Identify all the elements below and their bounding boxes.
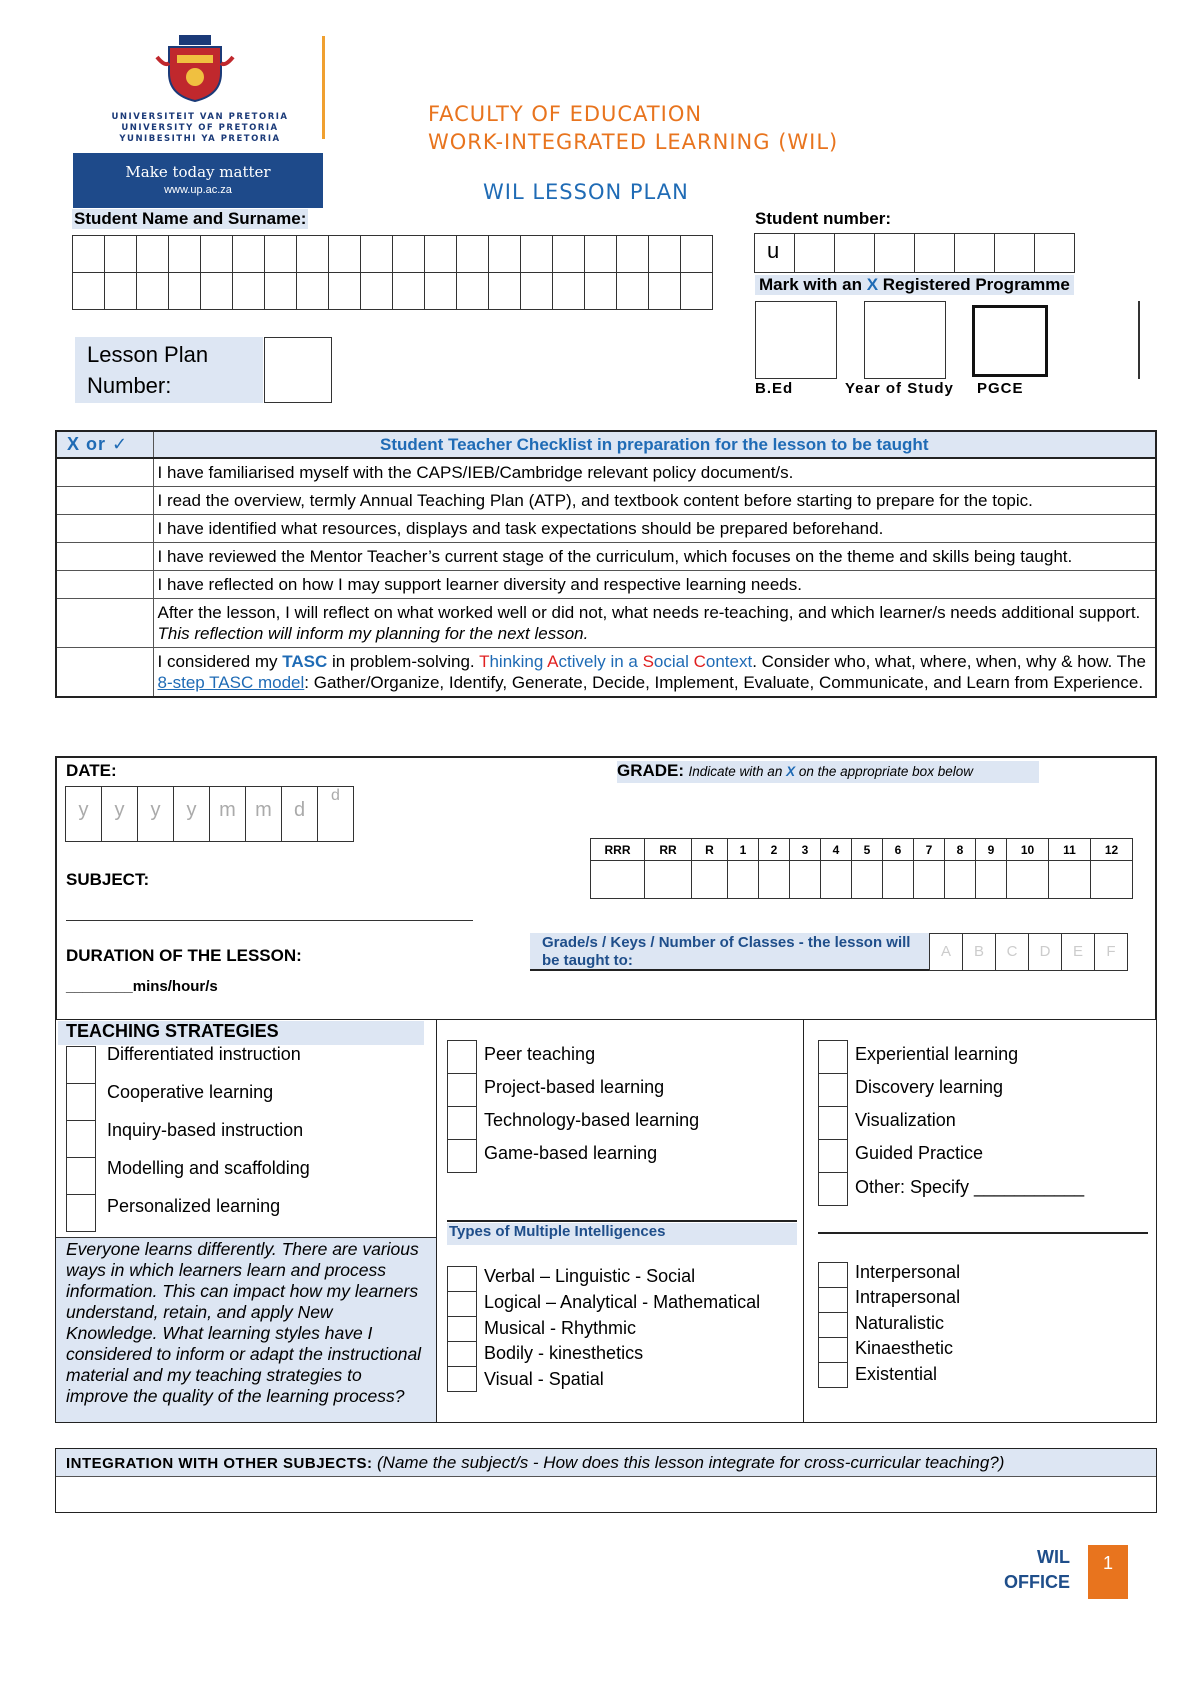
grade-checkbox[interactable]: [1049, 861, 1091, 899]
strategy-checkbox[interactable]: [66, 1157, 96, 1195]
mi-checkbox[interactable]: [818, 1312, 848, 1338]
grade-checkbox[interactable]: [852, 861, 883, 899]
date-cell[interactable]: y: [101, 786, 138, 842]
wil-office-line2: OFFICE: [1004, 1572, 1070, 1592]
header-divider: [322, 36, 325, 139]
grade-checkbox[interactable]: [945, 861, 976, 899]
date-cell[interactable]: m: [245, 786, 282, 842]
duration-units: mins/hour/s: [132, 978, 218, 995]
strategy-checkbox[interactable]: [447, 1040, 477, 1074]
year-of-study-checkbox[interactable]: [864, 301, 946, 379]
grade-checkbox[interactable]: [914, 861, 945, 899]
faculty-heading: [428, 100, 838, 156]
strategy-label: Inquiry-based instruction: [107, 1120, 304, 1140]
grade-hint-post: on the appropriate box below: [795, 764, 973, 779]
date-cell[interactable]: d: [281, 786, 318, 842]
grade-header-cell: 1: [728, 839, 759, 861]
class-key-cell[interactable]: B: [962, 933, 996, 971]
checklist-row: [56, 515, 1156, 543]
university-names: [105, 112, 295, 145]
strategy-label: Modelling and scaffolding: [107, 1158, 310, 1178]
strategy-label: Guided Practice: [855, 1143, 984, 1163]
grade-checkbox[interactable]: [790, 861, 821, 899]
tasc-ontext: ontext: [705, 652, 753, 671]
mi-label: Visual - Spatial: [484, 1369, 604, 1389]
strategy-checkbox[interactable]: [818, 1172, 848, 1206]
programme-label-post: Registered Programme: [878, 275, 1070, 294]
strategy-checkbox[interactable]: [66, 1046, 96, 1084]
date-cell[interactable]: y: [173, 786, 210, 842]
strategy-label: Experiential learning: [855, 1044, 1019, 1064]
grade-checkbox[interactable]: [728, 861, 759, 899]
column-divider: [803, 1019, 804, 1423]
class-keys-cells[interactable]: [930, 933, 1128, 971]
checklist-table: [55, 430, 1157, 698]
mi-label: Naturalistic: [855, 1313, 945, 1333]
student-name-grid-row-2[interactable]: [73, 272, 713, 310]
programme-label-x: X: [866, 275, 879, 294]
grade-hint-pre: Indicate with an: [688, 764, 787, 779]
checklist-row: [56, 487, 1156, 515]
bed-checkbox[interactable]: [755, 301, 837, 379]
mi-checkbox[interactable]: [447, 1366, 477, 1392]
checklist-row: [56, 648, 1156, 698]
mi-label: Logical – Analytical - Mathematical: [484, 1292, 761, 1312]
strategy-label: Visualization: [855, 1110, 956, 1130]
mi-checkbox[interactable]: [447, 1266, 477, 1292]
grade-checkbox[interactable]: [976, 861, 1007, 899]
student-number-label: Student number:: [755, 209, 891, 228]
duration-blank: ________: [66, 978, 133, 995]
date-input-cells[interactable]: [66, 786, 354, 842]
date-cell[interactable]: d: [317, 786, 354, 842]
strategy-checkbox[interactable]: [66, 1194, 96, 1232]
checklist-tick-cell[interactable]: [56, 543, 153, 571]
university-name-af: UNIVERSITEIT VAN PRETORIA: [111, 112, 289, 122]
programme-label-pre: Mark with an: [759, 275, 867, 294]
tasc-ocial: ocial: [653, 652, 694, 671]
mi-checkbox[interactable]: [447, 1316, 477, 1342]
university-name-en: UNIVERSITY OF PRETORIA: [121, 123, 279, 133]
grade-checkbox[interactable]: [821, 861, 852, 899]
checklist-tick-cell[interactable]: [56, 487, 153, 515]
grade-checkbox[interactable]: [645, 861, 692, 899]
programme-label: [755, 275, 1074, 295]
pgce-label: PGCE: [977, 380, 1024, 397]
strategy-label: Technology-based learning: [484, 1110, 700, 1130]
grade-header-cell: 7: [914, 839, 945, 861]
lesson-plan-number-label: Lesson Plan Number:: [75, 337, 263, 403]
mi-checkbox[interactable]: [818, 1362, 848, 1388]
checklist-title: Student Teacher Checklist in preparation for the lesson to be taught: [153, 431, 1156, 458]
strategy-label: Discovery learning: [855, 1077, 1004, 1097]
document-title: WIL LESSON PLAN: [483, 180, 689, 204]
student-number-grid[interactable]: [755, 233, 1075, 273]
tasc-acronym: TASC: [282, 652, 328, 671]
mi-label: Existential: [855, 1364, 938, 1384]
integration-header: [56, 1449, 1156, 1477]
grade-header-cell: 8: [945, 839, 976, 861]
checklist-tick-cell[interactable]: [56, 458, 153, 487]
tasc-t: T: [479, 652, 490, 671]
duration-label: DURATION OF THE LESSON:: [66, 946, 302, 965]
tasc-hinking: hinking: [489, 652, 548, 671]
tasc-post: . Consider who, what, where, when, why & how. The: [752, 652, 1146, 671]
class-key-cell[interactable]: E: [1061, 933, 1095, 971]
checklist-row: [56, 458, 1156, 487]
tasc-mid: in problem-solving.: [327, 652, 480, 671]
grade-checkbox[interactable]: [1007, 861, 1049, 899]
duration-field[interactable]: [66, 978, 218, 995]
checklist-tick-cell[interactable]: [56, 599, 153, 648]
university-name-ns: YUNIBESITHI YA PRETORIA: [119, 134, 281, 144]
grade-header: [617, 761, 1039, 783]
checklist-tick-cell[interactable]: [56, 648, 153, 698]
checklist-item: I have familiarised myself with the CAPS/IEB/Cambridge relevant policy document/s.: [153, 458, 1156, 487]
checklist-item-reflect: [153, 599, 1156, 648]
checklist-item: I have reviewed the Mentor Teacher’s current stage of the curriculum, which focuses on the theme and skills being taught.: [153, 543, 1156, 571]
reflect-italic: This reflection will inform my planning for the next lesson.: [157, 624, 589, 643]
tasc-s: S: [642, 652, 654, 671]
grade-header-cell: 6: [883, 839, 914, 861]
class-key-cell[interactable]: D: [1028, 933, 1062, 971]
column-divider: [436, 1019, 437, 1423]
year-of-study-label: Year of Study: [845, 380, 954, 397]
checklist-item: I read the overview, termly Annual Teaching Plan (ATP), and textbook content before starting to prepare for the topic.: [153, 487, 1156, 515]
date-cell[interactable]: y: [137, 786, 174, 842]
checklist-tick-cell[interactable]: [56, 571, 153, 599]
grade-header-cell: RRR: [591, 839, 645, 861]
strategy-label: Cooperative learning: [107, 1082, 274, 1102]
grade-hint-x: X: [786, 764, 796, 779]
strategy-label: Differentiated instruction: [107, 1044, 301, 1064]
tasc-c: C: [693, 652, 706, 671]
programme-divider: [1138, 301, 1140, 379]
tagline-banner: [73, 153, 323, 208]
mi-checkbox[interactable]: [447, 1291, 477, 1317]
grade-header-cell: 12: [1091, 839, 1133, 861]
mi-label: Verbal – Linguistic - Social: [484, 1266, 696, 1286]
tick-column-header: X or ✓: [56, 431, 153, 458]
grade-table: [590, 838, 1133, 899]
checklist-tick-cell[interactable]: [56, 515, 153, 543]
student-number-prefix: u: [754, 233, 795, 273]
teaching-strategies-title: TEACHING STRATEGIES: [58, 1021, 424, 1045]
grade-header-cell: 9: [976, 839, 1007, 861]
lesson-plan-number-input[interactable]: [264, 337, 332, 403]
date-cell[interactable]: m: [209, 786, 246, 842]
mi-checkbox[interactable]: [818, 1337, 848, 1363]
learning-styles-note: Everyone learns differently. There are various ways in which learners learn and process information. This can impact how my learners understand, retain, and apply New Knowledge. What learning styles have I considered to inform or adapt the instructional material and my teaching strategies to improve the quality of the learning process?: [56, 1237, 436, 1422]
faculty-name: FACULTY OF EDUCATION: [428, 102, 703, 126]
grade-header-cell: R: [692, 839, 728, 861]
checklist-row: [56, 543, 1156, 571]
grade-checkbox[interactable]: [1091, 861, 1133, 899]
strategy-label: Peer teaching: [484, 1044, 596, 1064]
strategy-checkbox[interactable]: [818, 1139, 848, 1173]
mi-label: Musical - Rhythmic: [484, 1318, 637, 1338]
checklist-header-row: [56, 431, 1156, 458]
pgce-checkbox[interactable]: [972, 305, 1048, 377]
mi-checkbox[interactable]: [818, 1287, 848, 1313]
mi-title: Types of Multiple Intelligences: [447, 1223, 797, 1245]
grade-checkbox[interactable]: [883, 861, 914, 899]
integration-hint: (Name the subject/s - How does this lesson integrate for cross-curricular teaching?): [377, 1453, 1005, 1472]
grade-header-cell: 2: [759, 839, 790, 861]
mi-label: Intrapersonal: [855, 1287, 961, 1307]
checklist-item-tasc: [153, 648, 1156, 698]
mi-checkbox[interactable]: [818, 1262, 848, 1288]
date-cell[interactable]: y: [65, 786, 102, 842]
checklist-item: I have reflected on how I may support learner diversity and respective learning needs.: [153, 571, 1156, 599]
wil-office-label: [1000, 1545, 1070, 1595]
mi-checkbox[interactable]: [447, 1341, 477, 1367]
tasc-model-link[interactable]: 8-step TASC model: [157, 673, 305, 692]
strategy-label: Game-based learning: [484, 1143, 658, 1163]
wil-name: WORK-INTEGRATED LEARNING (WIL): [428, 130, 839, 154]
class-key-cell[interactable]: F: [1094, 933, 1128, 971]
strategy-label: Project-based learning: [484, 1077, 665, 1097]
strategy-checkbox[interactable]: [66, 1120, 96, 1158]
tasc-a: A: [547, 652, 559, 671]
mi-divider: [818, 1232, 1148, 1234]
mi-divider: [447, 1220, 797, 1222]
grade-header-cell: 4: [821, 839, 852, 861]
strategy-checkbox[interactable]: [447, 1106, 477, 1140]
grade-checkbox[interactable]: [759, 861, 790, 899]
grade-header-cell: RR: [645, 839, 692, 861]
tagline: Make today matter: [125, 163, 271, 181]
grade-header-cell: 3: [790, 839, 821, 861]
integration-input[interactable]: [56, 1478, 1156, 1512]
grade-header-cell: 5: [852, 839, 883, 861]
grade-checkbox[interactable]: [591, 861, 645, 899]
university-crest-logo: [155, 33, 235, 103]
mi-label: Kinaesthetic: [855, 1338, 954, 1358]
grade-checkbox[interactable]: [692, 861, 728, 899]
strategy-checkbox[interactable]: [818, 1106, 848, 1140]
checklist-item: I have identified what resources, displays and task expectations should be prepared beforehand.: [153, 515, 1156, 543]
subject-label: SUBJECT:: [66, 870, 150, 889]
tasc-end: : Gather/Organize, Identify, Generate, Decide, Implement, Evaluate, Communicate, and Learn from Experience.: [304, 673, 1144, 692]
strategy-checkbox[interactable]: [818, 1073, 848, 1107]
date-label: DATE:: [66, 761, 117, 780]
reflect-text: After the lesson, I will reflect on what worked well or did not, what needs re-teaching, and which learner/s needs additional support.: [157, 603, 1141, 622]
strategy-checkbox[interactable]: [447, 1139, 477, 1173]
strategy-other-label: Other: Specify ___________: [855, 1177, 1085, 1197]
subject-input-line[interactable]: [66, 920, 473, 921]
integration-label: INTEGRATION WITH OTHER SUBJECTS:: [66, 1455, 373, 1472]
class-keys-label: Grade/s / Keys / Number of Classes - the lesson will be taught to:: [530, 933, 930, 971]
website: www.up.ac.za: [164, 184, 232, 196]
student-name-grid-row-1[interactable]: [73, 235, 713, 273]
strategy-label: Personalized learning: [107, 1196, 281, 1216]
grade-header-cell: 11: [1049, 839, 1091, 861]
bed-label: B.Ed: [755, 380, 794, 397]
grade-label: GRADE:: [617, 761, 685, 780]
checklist-row: [56, 599, 1156, 648]
tasc-pre: I considered my: [157, 652, 283, 671]
page-number: 1: [1088, 1545, 1128, 1599]
mi-label: Interpersonal: [855, 1262, 961, 1282]
class-key-cell[interactable]: C: [995, 933, 1029, 971]
checklist-row: [56, 571, 1156, 599]
strategy-checkbox[interactable]: [447, 1073, 477, 1107]
student-name-label: Student Name and Surname:: [74, 209, 307, 228]
tasc-ctively: ctively in a: [558, 652, 643, 671]
strategy-checkbox[interactable]: [66, 1083, 96, 1121]
strategy-checkbox[interactable]: [818, 1040, 848, 1074]
class-key-cell[interactable]: A: [929, 933, 963, 971]
mi-label: Bodily - kinesthetics: [484, 1343, 644, 1363]
grade-header-cell: 10: [1007, 839, 1049, 861]
wil-office-line1: WIL: [1037, 1547, 1070, 1567]
